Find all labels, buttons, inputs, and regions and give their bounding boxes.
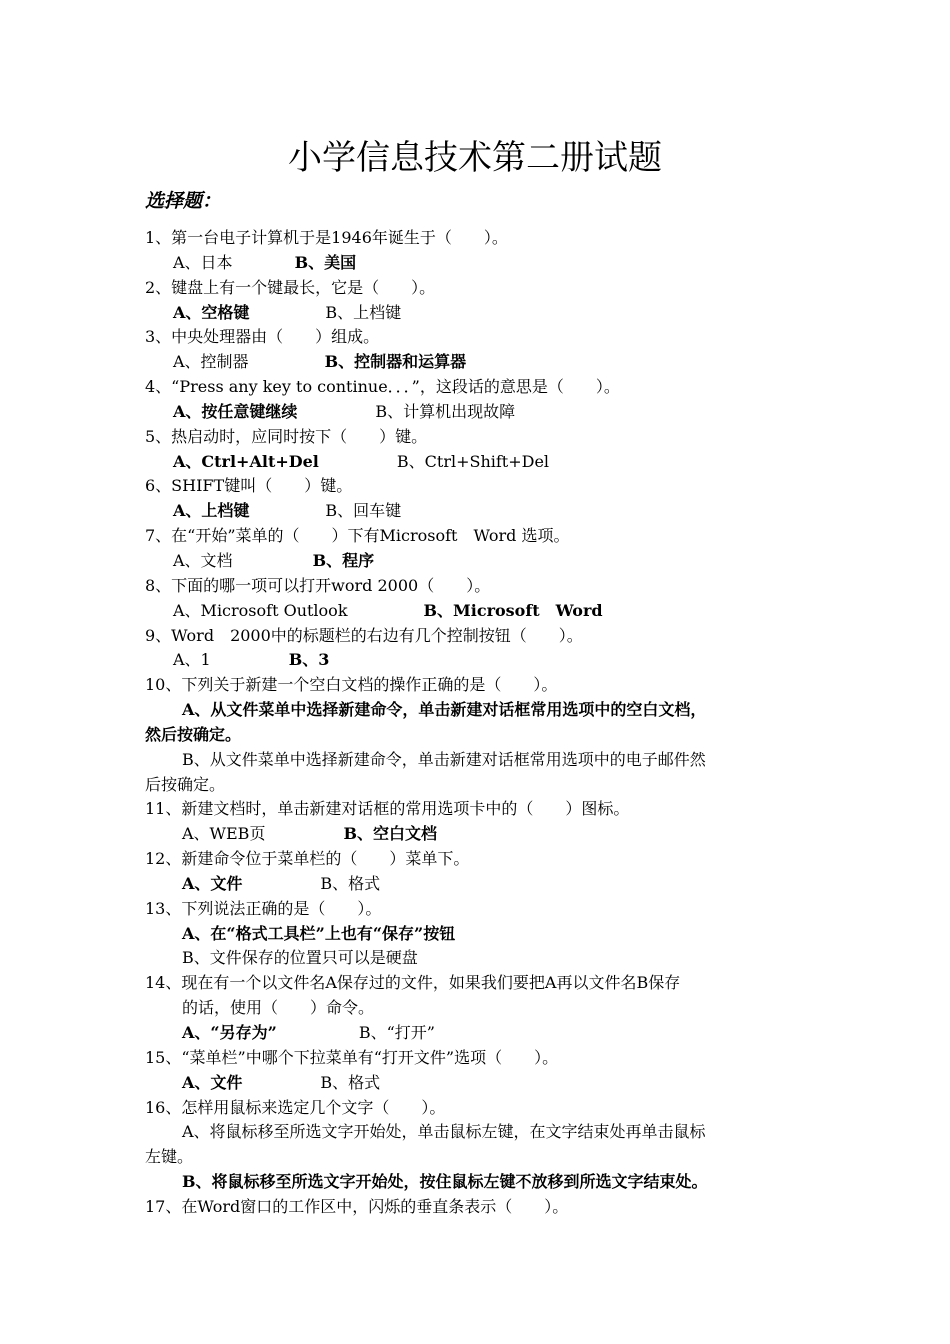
option-text: A、将鼠标移至所选文字开始处，单击鼠标左键，在文字结束处再单击鼠标 [182, 1122, 706, 1142]
answer-options [145, 400, 810, 425]
answer-options [145, 301, 810, 326]
answer-options [145, 1071, 810, 1096]
option-b: B、美国 [294, 252, 357, 272]
option-text: A、从文件菜单中选择新建命令，单击新建对话框常用选项中的空白文档， [182, 700, 707, 720]
option-b: B、Microsoft Word [423, 600, 603, 620]
question-text: 17、在Word窗口的工作区中，闪烁的垂直条表示（ ）。 [145, 1196, 569, 1216]
option-b: B、“打开” [358, 1023, 435, 1042]
question-text: 13、下列说法正确的是（ ）。 [145, 898, 382, 918]
option-a: A、控制器 [173, 352, 249, 372]
question-list [145, 226, 810, 1220]
option-b: B、空白文档 [343, 824, 437, 844]
question-text: 9、Word 2000中的标题栏的右边有几个控制按钮（ ）。 [145, 625, 583, 645]
answer-options [145, 1021, 810, 1046]
option-a: A、WEB页 [182, 824, 266, 844]
option-text-continued: 左键。 [145, 1147, 194, 1167]
question-text: 16、怎样用鼠标来选定几个文字（ ）。 [145, 1097, 446, 1117]
answer-options [145, 499, 810, 524]
option-a: A、上档键 [173, 501, 250, 521]
question-text: 6、SHIFT键叫（ ）键。 [145, 476, 353, 496]
answer-options [145, 350, 810, 375]
option-a: A、Ctrl+Alt+Del [173, 451, 319, 471]
option-text: B、文件保存的位置只可以是硬盘 [182, 948, 418, 968]
option-b: B、格式 [320, 1072, 381, 1092]
option-text: 的话，使用（ ）命令。 [182, 998, 375, 1018]
question-text: 10、下列关于新建一个空白文档的操作正确的是（ ）。 [145, 675, 558, 695]
answer-options [145, 599, 810, 624]
option-a: A、按任意键继续 [173, 401, 298, 421]
option-text-continued: 后按确定。 [145, 774, 226, 794]
option-b: B、上档键 [325, 302, 402, 322]
answer-options [145, 822, 810, 847]
answer-options [145, 648, 810, 673]
answer-options [145, 251, 810, 276]
option-a: A、“另存为” [182, 1023, 277, 1042]
question-text: 2、键盘上有一个键最长，它是（ ）。 [145, 277, 436, 297]
question-text: 8、下面的哪一项可以打开word 2000（ ）。 [145, 575, 491, 595]
option-a: A、文档 [173, 550, 233, 570]
question-text: 3、中央处理器由（ ）组成。 [145, 327, 380, 347]
option-a: A、日本 [173, 252, 233, 272]
option-b: B、计算机出现故障 [375, 401, 516, 421]
option-b: B、控制器和运算器 [324, 352, 467, 372]
option-a: A、文件 [182, 1072, 243, 1092]
option-b: B、3 [288, 650, 330, 670]
question-text: 14、现在有一个以文件名A保存过的文件，如果我们要把A再以文件名B保存 [145, 973, 681, 993]
option-text: A、在“格式工具栏”上也有“保存”按钮 [182, 923, 456, 943]
question-text: 15、“菜单栏”中哪个下拉菜单有“打开文件”选项（ ）。 [145, 1047, 559, 1067]
document-title: 小学信息技术第二册试题 [288, 138, 662, 178]
option-b: B、格式 [320, 873, 381, 893]
option-a: A、文件 [182, 873, 243, 893]
option-b: B、Ctrl+Shift+Del [396, 451, 550, 471]
question-text: 12、新建命令位于菜单栏的（ ）菜单下。 [145, 849, 470, 869]
option-text-continued: 然后按确定。 [145, 724, 242, 744]
question-text: 5、热启动时，应同时按下（ ）键。 [145, 426, 428, 446]
answer-options [145, 450, 810, 475]
question-text: 4、“Press any key to continue．．．”，这段话的意思是（ ）。 [145, 377, 620, 397]
option-b: B、回车键 [325, 501, 402, 521]
question-text: 11、新建文档时，单击新建对话框的常用选项卡中的（ ）图标。 [145, 799, 630, 819]
answer-options [145, 549, 810, 574]
section-heading: 选择题： [145, 190, 222, 212]
question-text: 7、在“开始”菜单的（ ）下有Microsoft Word 选项。 [145, 526, 570, 546]
option-a: A、1 [173, 650, 211, 670]
option-a: A、Microsoft Outlook [173, 600, 348, 620]
question-text: 1、第一台电子计算机于是1946年诞生于（ ）。 [145, 228, 508, 247]
option-a: A、空格键 [173, 302, 250, 322]
option-b: B、程序 [312, 550, 375, 570]
option-text: B、从文件菜单中选择新建命令，单击新建对话框常用选项中的电子邮件然 [182, 749, 706, 769]
answer-options [145, 872, 810, 897]
option-text: B、将鼠标移至所选文字开始处，按住鼠标左键不放移到所选文字结束处。 [182, 1172, 708, 1192]
